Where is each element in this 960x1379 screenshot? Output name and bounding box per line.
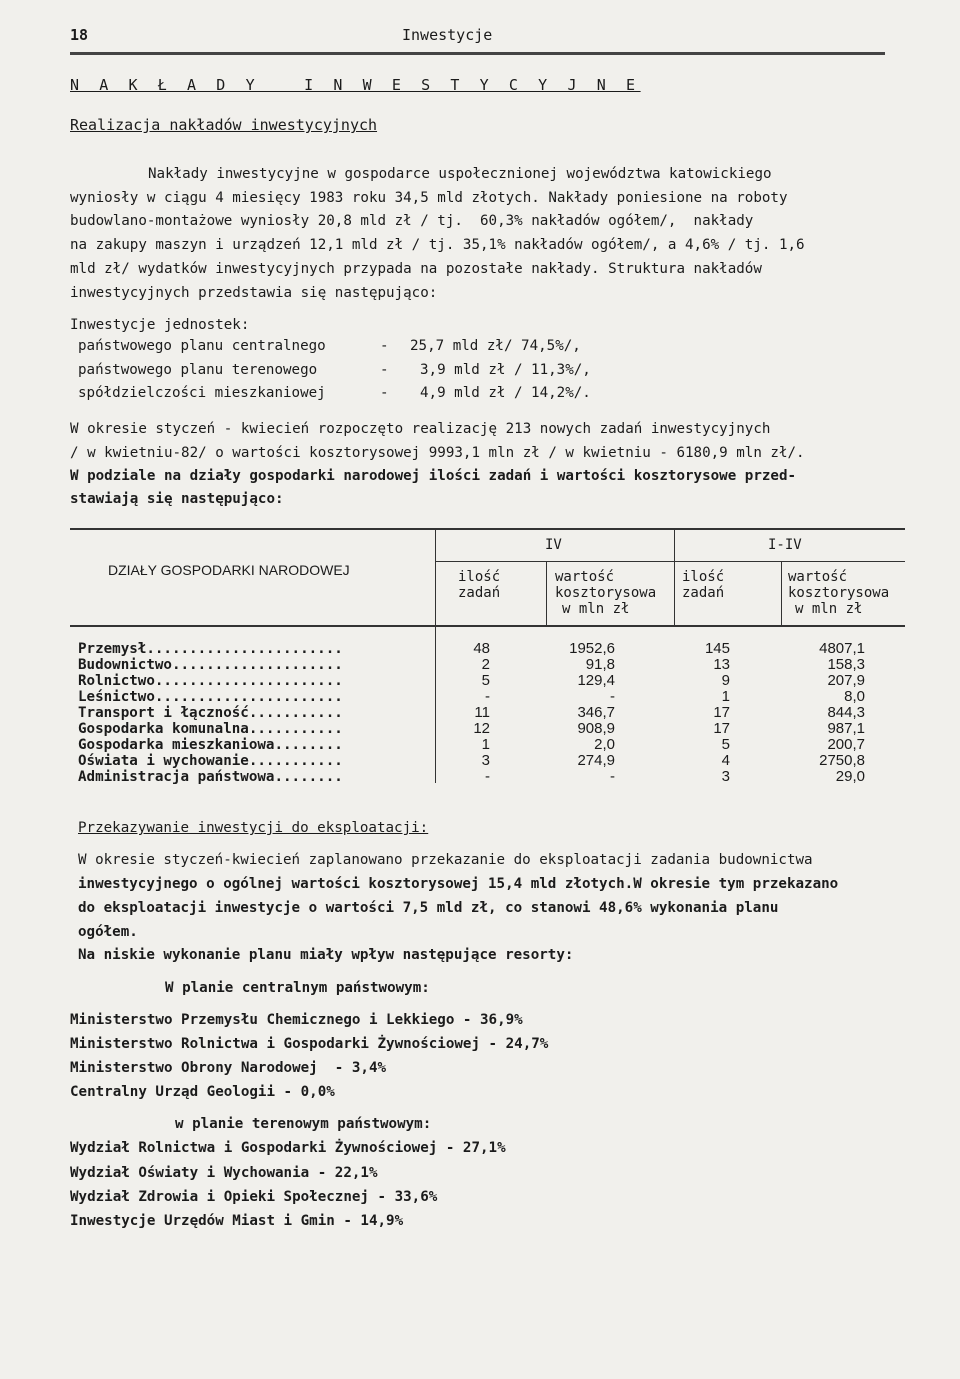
col-header-value: w mln zł [562,601,630,617]
intro-line: mld zł/ wydatków inwestycyjnych przypada na pozostałe nakłady. Struktura nakładów [70,261,762,277]
local-plan-item: Wydział Oświaty i Wychowania - 22,1% [70,1165,378,1181]
central-plan-heading: W planie centralnym państwowym: [165,980,430,996]
row-label: Gospodarka mieszkaniowa........ [78,737,343,753]
cell-value-i-iv: 4807,1 [819,640,865,657]
unit-name: państwowego planu centralnego [78,338,326,354]
row-label: Administracja państwowa........ [78,769,343,785]
table-col-divider [674,528,675,626]
group-header-iv: IV [545,537,562,553]
cell-value-iv: 274,9 [577,752,615,769]
cell-count-i-iv: 4 [721,752,730,769]
handover-line: inwestycyjnego o ogólnej wartości kosztorysowej 15,4 mld złotych.W okresie tym przekazano [78,876,839,892]
row-label: Oświata i wychowanie........... [78,753,343,769]
intro-line: na zakupy maszyn i urządzeń 12,1 mld zł / tj. 35,1% nakładów ogółem/, a 4,6% / tj. 1,6 [70,237,805,253]
cell-value-i-iv: 8,0 [844,688,865,705]
col-header-value: wartość [555,569,615,585]
cell-value-i-iv: 29,0 [835,768,865,785]
col-header-value: w mln zł [795,601,863,617]
subsection-title-handover: Przekazywanie inwestycji do eksploatacji: [78,820,429,836]
running-title: Inwestycje [402,26,493,44]
period-line: W okresie styczeń - kwiecień rozpoczęto realizację 213 nowych zadań inwestycyjnych [70,421,771,437]
central-plan-item: Ministerstwo Obrony Narodowej - 3,4% [70,1060,387,1076]
cell-value-iv: 91,8 [585,656,615,673]
unit-dash: - [380,385,389,401]
unit-value: 4,9 mld zł / 14,2%/. [420,385,591,401]
group-header-i-iv: I-IV [768,537,802,553]
handover-line: do eksploatacji inwestycje o wartości 7,5 mld zł, co stanowi 48,6% wykonania planu [78,900,779,916]
cell-value-i-iv: 2750,8 [819,752,865,769]
cell-value-iv: 346,7 [577,704,615,721]
central-plan-item: Ministerstwo Rolnictwa i Gospodarki Żywnościowej - 24,7% [70,1036,549,1052]
cell-count-iv: 12 [473,720,490,737]
central-plan-item: Ministerstwo Przemysłu Chemicznego i Lekkiego - 36,9% [70,1012,523,1028]
cell-value-iv: 2,0 [594,736,615,753]
table-group-rule [435,561,905,562]
header-rule [70,52,885,55]
unit-value: 25,7 mld zł/ 74,5%/, [410,338,581,354]
col-header-count: ilość [458,569,501,585]
cell-value-iv: 129,4 [577,672,615,689]
handover-line: W okresie styczeń-kwiecień zaplanowano przekazanie do eksploatacji zadania budownictwa [78,852,813,868]
local-plan-item: Inwestycje Urzędów Miast i Gmin - 14,9% [70,1213,404,1229]
cell-value-i-iv: 844,3 [827,704,865,721]
cell-count-iv: - [485,688,490,705]
cell-count-iv: 2 [481,656,490,673]
cell-value-i-iv: 200,7 [827,736,865,753]
row-label: Leśnictwo...................... [78,689,343,705]
col-header-count: zadań [458,585,501,601]
row-label: Transport i łączność........... [78,705,343,721]
period-line: / w kwietniu-82/ o wartości kosztorysowej 9993,1 mln zł / w kwietniu - 6180,9 mln zł/. [70,445,805,461]
row-label: Rolnictwo...................... [78,673,343,689]
row-label: Budownictwo.................... [78,657,343,673]
cell-count-i-iv: 9 [721,672,730,689]
handover-line: ogółem. [78,924,138,940]
cell-value-i-iv: 207,9 [827,672,865,689]
cell-count-iv: 3 [481,752,490,769]
row-label: Gospodarka komunalna........... [78,721,343,737]
handover-line: Na niskie wykonanie planu miały wpływ następujące resorty: [78,947,574,963]
unit-dash: - [380,362,389,378]
period-line: W podziale na działy gospodarki narodowej ilości zadań i wartości kosztorysowe przed- [70,468,797,484]
unit-dash: - [380,338,389,354]
cell-count-iv: - [485,768,490,785]
col-header-count: ilość [682,569,725,585]
cell-count-iv: 5 [481,672,490,689]
cell-value-i-iv: 158,3 [827,656,865,673]
table-col-divider [546,562,547,626]
section-title: N A K Ł A D Y I N W E S T Y C Y J N E [70,76,641,94]
intro-line: wyniosły w ciągu 4 miesięcy 1983 roku 34,5 mld złotych. Nakłady poniesione na roboty [70,190,788,206]
table-top-rule [70,528,905,530]
page-number: 18 [70,26,89,44]
cell-count-i-iv: 13 [713,656,730,673]
cell-value-iv: - [610,688,615,705]
cell-count-i-iv: 5 [721,736,730,753]
period-line: stawiają się następująco: [70,491,284,507]
unit-value: 3,9 mld zł / 11,3%/, [420,362,591,378]
col-header-value: wartość [788,569,848,585]
cell-count-i-iv: 1 [721,688,730,705]
cell-value-iv: 908,9 [577,720,615,737]
local-plan-item: Wydział Zdrowia i Opieki Społecznej - 33,6% [70,1189,438,1205]
units-heading: Inwestycje jednostek: [70,317,250,333]
intro-line: Nakłady inwestycyjne w gospodarce uspołecznionej województwa katowickiego [148,166,772,182]
row-label: Przemysł....................... [78,641,343,657]
col-header-value: kosztorysowa [788,585,890,601]
unit-name: państwowego planu terenowego [78,362,318,378]
subsection-title-realizacja: Realizacja nakładów inwestycyjnych [70,116,378,134]
cell-count-iv: 11 [474,704,490,721]
intro-line: budowlano-montażowe wyniosły 20,8 mld zł / tj. 60,3% nakładów ogółem/, nakłady [70,213,754,229]
local-plan-heading: w planie terenowym państwowym: [175,1116,432,1132]
cell-value-iv: 1952,6 [569,640,615,657]
cell-count-i-iv: 17 [713,704,730,721]
cell-count-iv: 48 [473,640,490,657]
table-col-divider [781,562,782,626]
col-header-count: zadań [682,585,725,601]
local-plan-item: Wydział Rolnictwa i Gospodarki Żywnościowej - 27,1% [70,1140,506,1156]
cell-count-i-iv: 3 [721,768,730,785]
cell-count-iv: 1 [481,736,490,753]
intro-line: inwestycyjnych przedstawia się następująco: [70,285,438,301]
cell-value-iv: - [610,768,615,785]
cell-count-i-iv: 145 [704,640,730,657]
table-col-divider [435,528,436,783]
col-header-value: kosztorysowa [555,585,657,601]
unit-name: spółdzielczości mieszkaniowej [78,385,326,401]
stub-header: DZIAŁY GOSPODARKI NARODOWEJ [108,562,350,578]
central-plan-item: Centralny Urząd Geologii - 0,0% [70,1084,335,1100]
cell-value-i-iv: 987,1 [827,720,865,737]
cell-count-i-iv: 17 [713,720,730,737]
table-header-rule [70,625,905,627]
